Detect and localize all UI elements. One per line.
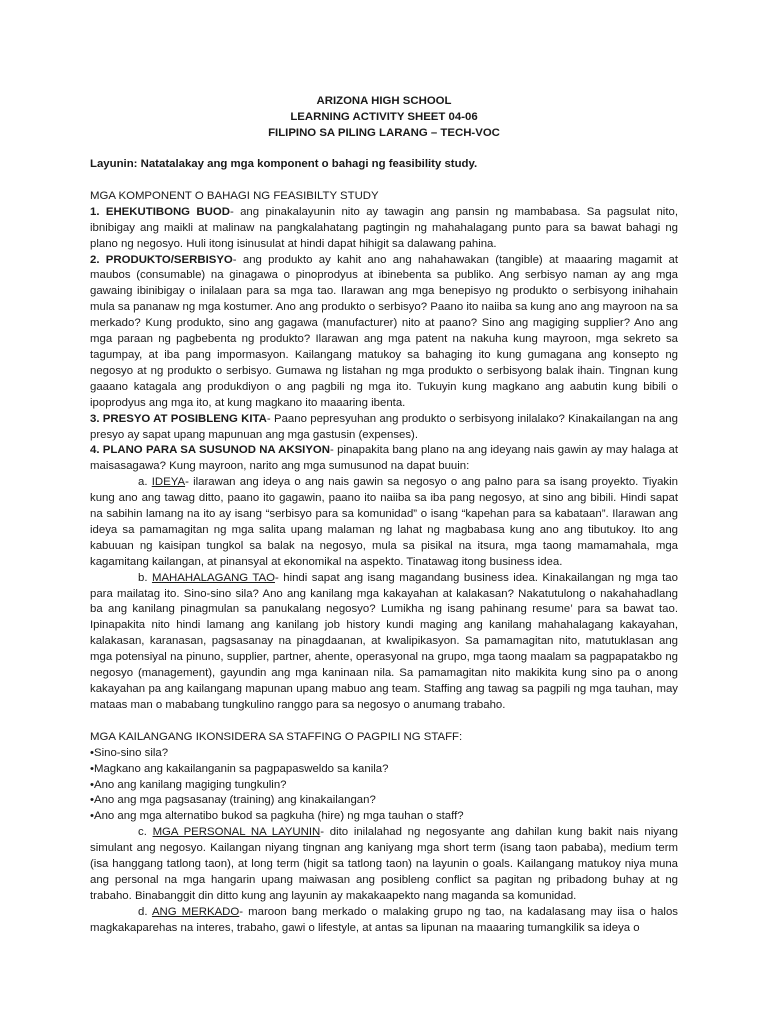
- school-name: ARIZONA HIGH SCHOOL: [316, 95, 452, 107]
- sub-c-prefix: c.: [138, 826, 153, 839]
- item-4: [90, 443, 678, 475]
- item-2-term: 2. PRODUKTO/SERBISYO: [90, 253, 233, 266]
- sub-item-b: [90, 571, 678, 714]
- item-1-term: 1. EHEKUTIBONG BUOD: [90, 205, 230, 218]
- item-2-text: - ang produkto ay kahit ano ang nahahawakan (tangible) at maaaring magamit at maubos (consumable) na ginagawa o pinoprodyus at ibinebenta sa publiko. Ang serbisyo naman ay ang mga gawaing ibinibigay o inilalaan para sa mga tao. Ilarawan ang mga benepisyo ng produkto o serbisyong inihahain mula sa pananaw ng mga kostumer. Ano ang produkto o serbisyo? Paano ito naiiba sa kung ano ang mayroon na sa merkado? Kung produkto, sino ang gagawa (manufacturer) nito at paano? Sino ang magiging supplier? Ano ang mga paraan ng pagbebenta ng produkto? Ilarawan ang mga patent na nakuha kung mayroon, mga sekreto sa tagumpay, at iba pang impormasyon. Kailangang matukoy sa bahaging ito kung gumagana ang konsepto ng negosyo at ng produkto o serbisyo. Gumawa ng listahan ng mga produkto o serbisyong balak ihain. Tingnan kung gaaano katagala ang produkdiyon o ang pagbili ng mga ito. Tukuyin kung magkano ang aabutin kung bibili o ipoprodyus ang mga ito, at kung magkano ito maaaring ibenta.: [90, 253, 678, 409]
- staffing-bullet: •Ano ang mga pagsasanay (training) ang kinakailangan?: [90, 794, 376, 807]
- sub-d-term: ANG MERKADO: [151, 905, 240, 918]
- sub-item-d: [90, 905, 678, 937]
- item-4-term: 4. PLANO PARA SA SUSUNOD NA AKSIYON: [90, 444, 331, 457]
- item-3: [90, 412, 678, 444]
- sub-c-term: MGA PERSONAL NA LAYUNIN: [152, 826, 321, 839]
- subject-title: FILIPINO SA PILING LARANG – TECH-VOC: [268, 127, 500, 139]
- sub-d-text: - maroon bang merkado o malaking grupo ng tao, na kadalasang may iisa o halos magkakaparehas na interes, trabaho, gawi o lifestyle, at antas sa lipunan na maaaring tumangkilik sa ideya o: [90, 905, 678, 934]
- section-title: MGA KOMPONENT O BAHAGI NG FEASIBILTY STUDY: [90, 189, 379, 202]
- sub-b-term: MAHAHALAGANG TAO: [151, 571, 275, 584]
- staffing-bullet: •Ano ang mga alternatibo bukod sa pagkuha (hire) ng mga tauhan o staff?: [90, 810, 464, 823]
- item-1: [90, 205, 678, 253]
- item-3-text: - Paano pepresyuhan ang produkto o serbisyong inilalako? Kinakailangan na ang presyo ay sapat upang mapunuan ang mga gastusin (expenses).: [90, 412, 678, 441]
- sub-a-text: - ilarawan ang ideya o ang nais gawin sa negosyo o ang palno para sa isang proyekto. Tiyakin kung ano ang tawag ditto, paano ito gagawin, paano ito naiiba sa iba pang negosyo, at sino ang bibili. Hindi sapat na sabihin lamang na ito ay isang “serbisyo para sa komunidad” o isang “kapehan para sa kabataan”. Ilarawan ang ideya sa pamamagitan ng mga salita upang malaman ng lahat ng magbabasa kung ano ang tibutukoy. Ito ang kabuuan ng kaisipan tungkol sa balak na negosyo, mula sa pisikal na itsura, mga taong mamamahala, mga kagamitang kailangan, at pinansyal at ekonomikal na aspekto. Tinatawag itong business idea.: [90, 476, 678, 568]
- staffing-bullet: •Magkano ang kakailanganin sa pagpapasweldo sa kanila?: [90, 762, 389, 775]
- sub-item-c: [90, 825, 678, 905]
- sub-b-text: - hindi sapat ang isang magandang business idea. Kinakailangan ng mga tao para mailatag ito. Sino-sino sila? Ano ang kanilang mga kakayahan at kalakasan? Nakatutulong o nakahahadlang ba ang kanilang pinagmulan sa panukalang negosyo? Lumikha ng isang pahinang resume’ para sa bawat tao. Ipinapakita nito hindi lamang ang kanilang job history kundi maging ang kanilang mahahalagang kakayahan, kalakasan, karanasan, pagsasanay na pinagdaanan, at kwalipikasyon. Sa pamamagitan nito, matutuklasan ang mga potensiyal na pinuno, supplier, partner, ahente, operasyonal na grupo, mga taong maalam sa pagpapatakbo ng negosyo (management), gayundin ang mga kaninaan nila. Sa pamamagitan nito makikita kung sino pa o anong kakayahan pa ang kailangang mapunan upang mabuo ang team. Staffing ang tawag sa pagpili ng mga tauhan, may mataas man o mababang tungkulino ranggo para sa negosyo o anumang trabaho.: [90, 571, 678, 711]
- sub-d-prefix: d.: [138, 905, 152, 918]
- spacer: [90, 714, 678, 730]
- item-1-text: - ang pinakalayunin nito ay tawagin ang pansin ng mambabasa. Sa pagsulat nito, ibnibigay ang maikli at malinaw na pangkalahatang pagtingin ng mahahalagang punto para sa bawat bahagi ng plano ng negosyo. Huli itong isinusulat at hindi dapat hihigit sa dalawang pahina.: [90, 205, 678, 250]
- staffing-bullet: •Sino-sino sila?: [90, 746, 169, 759]
- item-3-term: 3. PRESYO AT POSIBLENG KITA: [90, 412, 267, 425]
- document-header: [90, 94, 678, 142]
- sub-c-text: - dito inilalahad ng negosyante ang dahilan kung bakit nais niyang simulant ang negosyo. Kailangan niyang tingnan ang kaniyang mga short term (isang taon pababa), medium term (isa hanggang tatlong taon), at long term (higit sa tatlong taon) na layunin o goals. Kailangang matukoy niya muna ang personal na mga hangarin upang maiwasan ang posibleng conflict sa pagitan ng pribadong buhay at ng trabaho. Binabanggit din ditto kung ang layunin ay makakaapekto nang maganda sa komunidad.: [90, 826, 678, 902]
- staffing-bullet: •Ano ang kanilang magiging tungkulin?: [90, 778, 287, 791]
- sub-a-term: IDEYA: [151, 476, 186, 489]
- sheet-title: LEARNING ACTIVITY SHEET 04-06: [290, 111, 478, 123]
- item-2: [90, 253, 678, 412]
- sub-b-prefix: b.: [138, 571, 152, 584]
- staffing-title: MGA KAILANGANG IKONSIDERA SA STAFFING O PAGPILI NG STAFF:: [90, 730, 463, 743]
- worksheet-page: [90, 94, 678, 937]
- sub-a-prefix: a.: [138, 476, 152, 489]
- sub-item-a: [90, 475, 678, 570]
- objective: Layunin: Natatalakay ang mga komponent o bahagi ng feasibility study.: [90, 158, 478, 170]
- item-4-text: - pinapakita bang plano na ang ideyang nais gawin ay may halaga at maisasagawa? Kung mayroon, narito ang mga sumusunod na dapat buuin:: [90, 444, 678, 473]
